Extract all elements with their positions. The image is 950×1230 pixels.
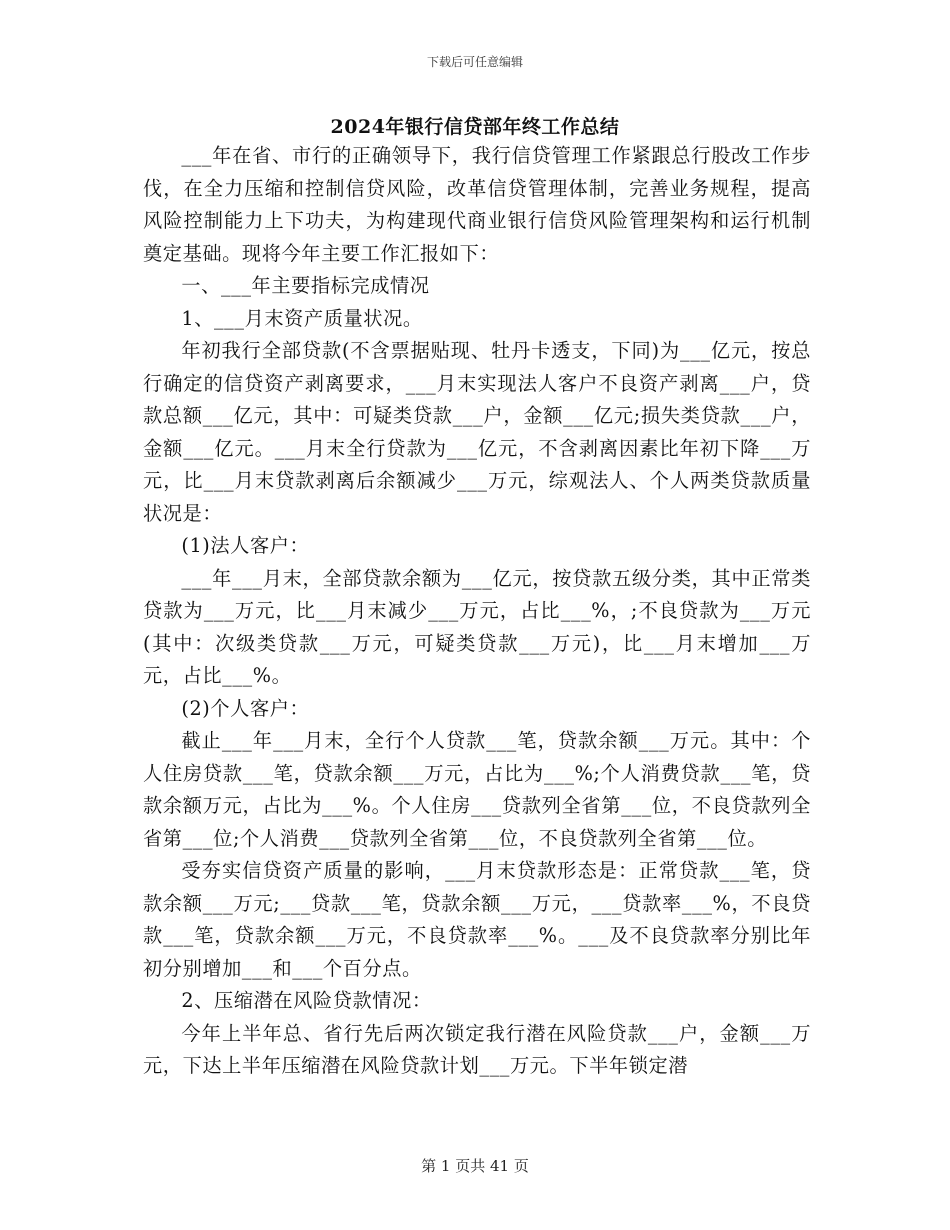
subsection-heading-1: 1、___月末资产质量状况。	[181, 306, 423, 330]
document-title: 2024年银行信贷部年终工作总结	[330, 116, 620, 138]
body-paragraph: 年初我行全部贷款(不含票据贴现、牡丹卡透支，下同)为___亿元，按总行确定的信贷资产剥离要求，___月末实现法人客户不良资产剥离___户，贷款总额___亿元，其中：可疑类贷款___户，金额___亿元;损失类贷款___户，金额___亿元。___月末全行贷款为___亿元，不含剥离因素比年初下降___万元，比___月末贷款剥离后余额减少___万元，综观法人、个人两类贷款质量状况是：	[143, 339, 811, 525]
document-body	[143, 140, 811, 1083]
item-heading-personal: (2)个人客户：	[181, 696, 310, 720]
page-footer: 第 1 页共 41 页	[421, 1157, 529, 1175]
subsection-heading-2: 2、压缩潜在风险贷款情况：	[181, 989, 432, 1012]
body-paragraph: 今年上半年总、省行先后两次锁定我行潜在风险贷款___户，金额___万元，下达上半年压缩潜在风险贷款计划___万元。下半年锁定潜	[143, 1021, 811, 1077]
page-header: 下载后可任意编辑	[426, 55, 523, 69]
section-heading-1: 一、___年主要指标完成情况	[181, 274, 430, 297]
item-heading-legal: (1)法人客户：	[181, 534, 310, 557]
intro-paragraph: ___年在省、市行的正确领导下，我行信贷管理工作紧跟总行股改工作步伐，在全力压缩和控制信贷风险，改革信贷管理体制，完善业务规程，提高风险控制能力上下功夫，为构建现代商业银行信贷风险管理架构和运行机制奠定基础。现将今年主要工作汇报如下：	[143, 144, 811, 265]
body-paragraph: 受夯实信贷资产质量的影响，___月末贷款形态是：正常贷款___笔，贷款余额___万元;___贷款___笔，贷款余额___万元，___贷款率___%，不良贷款___笔，贷款余额___万元，不良贷款率___%。___及不良贷款率分别比年初分别增加___和___个百分点。	[143, 859, 811, 980]
body-paragraph: ___年___月末，全部贷款余额为___亿元，按贷款五级分类，其中正常类贷款为___万元，比___月末减少___万元，占比___%，;不良贷款为___万元(其中：次级类贷款___万元，可疑类贷款___万元)，比___月末增加___万元，占比___%。	[143, 566, 811, 687]
body-paragraph: 截止___年___月末，全行个人贷款___笔，贷款余额___万元。其中：个人住房贷款___笔，贷款余额___万元，占比为___%;个人消费贷款___笔，贷款余额万元，占比为___%。个人住房___贷款列全省第___位，不良贷款列全省第___位;个人消费___贷款列全省第___位，不良贷款列全省第___位。	[143, 729, 811, 850]
